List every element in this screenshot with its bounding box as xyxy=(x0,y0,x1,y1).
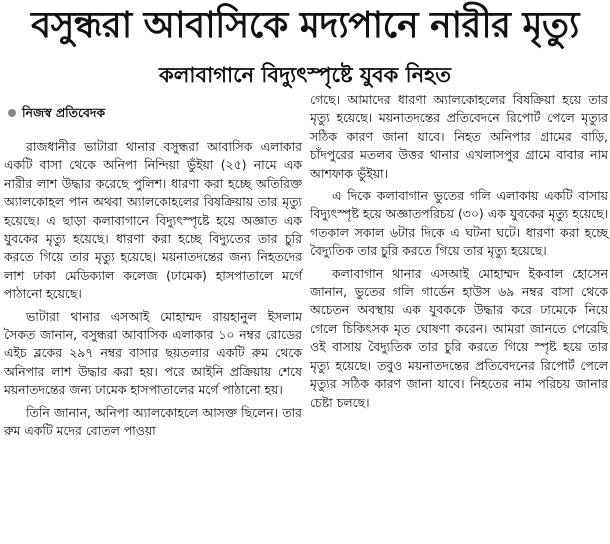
bullet-icon xyxy=(8,109,16,117)
paragraph: কলাবাগান থানার এসআই মোহাম্মদ ইকবাল হোসেন জানান, ভুতের গলি গার্ডেন হাউস ৬৯ নম্বর বাসা থেকে অচেতন অবস্থায় এক যুবককে উদ্ধার করে ঢামেকে নিয়ে গেলে চিকিৎসক মৃত ঘোষণা করেন। আমরা জানতে পেরেছি ওই বাসায় বৈদ্যুতিক তার চুরি করতে গিয়ে স্পৃষ্ট হয়ে তার মৃত্যু হয়েছে। তবুও ময়নাতদন্তের প্রতিবেদনের রিপোর্ট পেলে মৃত্যুর সঠিক কারণ জানা যাবে। নিহতের নাম পরিচয় জানার চেষ্টা চলছে। xyxy=(310,265,608,410)
paragraph: ভাটারা থানার এসআই মোহাম্মদ রায়হানুল ইসলাম সৈকত জানান, বসুন্ধরা আবাসিক এলাকার ১০ নম্বর রোডের এইচ ব্লকের ২৯৭ নম্বর বাসার ছয়তলার একটি রুম থেকে অনিপার লাশ উদ্ধার করা হয়। পরে আইনি প্রক্রিয়ায় শেষে ময়নাতদন্তের জন্য ঢামেক হাসপাতালের মর্গে পাঠানো হয়। xyxy=(4,308,302,398)
paragraph: এ দিকে কলাবাগান ভুতের গলি এলাকায় একটি বাসায় বিদ্যুৎস্পৃষ্ট হয়ে অজ্ঞাতপরিচয় (৩০) এক যুবকের মৃত্যু হয়েছে। গতকাল সকাল ৬টার দিকে এ ঘটনা ঘটে। ধারণা করা হচ্ছে বৈদ্যুতিক তার চুরি করতে গিয়ে তার মৃত্যু হয়েছে। xyxy=(310,188,608,259)
paragraph: রাজধানীর ভাটারা থানার বসুন্ধরা আবাসিক এলাকার একটি বাসা থেকে অনিপা নিন্দিয়া ভুঁইয়া (২৫) নামে এক নারীর লাশ উদ্ধার করেছে পুলিশ। ধারণা করা হচ্ছে অতিরিক্ত অ্যালকোহল পান অথবা অ্যালকোহলের বিষক্রিয়ায় তার মৃত্যু হয়েছে। এ ছাড়া কলাবাগানে বিদ্যুৎস্পৃষ্টে হয়ে অজ্ঞাত এক যুবকের মৃত্যু হয়েছে। ধারণা করা হচ্ছে বিদ্যুতের তার চুরি করতে গিয়ে তার মৃত্যু হয়েছে। ময়নাতদন্তের জন্য নিহতদের লাশ ঢাকা মেডিক্যাল কলেজ (ঢামেক) হাসপাতালে মর্গে পাঠানো হয়েছে। xyxy=(4,139,302,302)
left-column xyxy=(4,100,302,445)
byline xyxy=(4,104,302,122)
subheadline: কলাবাগানে বিদ্যুৎস্পৃষ্টে যুবক নিহত xyxy=(159,63,451,87)
paragraph: তিনি জানান, অনিপা অ্যালকোহলে আসক্ত ছিলেন। তার রুম একটি মদের বোতল পাওয়া xyxy=(4,404,302,439)
right-column xyxy=(310,91,608,416)
byline-text: নিজস্ব প্রতিবেদক xyxy=(22,105,106,120)
paragraph: গেছে। আমাদের ধারণা অ্যালকোহলের বিষক্রিয়া হয়ে তার মৃত্যু হয়েছে। ময়নাতদন্তের প্রতিবেদনে রিপোর্ট পেলে মৃত্যুর সঠিক কারণ জানা যাবে। নিহত অনিপার গ্রামের বাড়ি, চাঁদপুরের মতলব উত্তর থানার এখলাসপুর গ্রামে বাবার নাম আশফাক ভুঁইয়া। xyxy=(310,92,608,181)
headline: বসুন্ধরা আবাসিকে মদ্যপানে নারীর মৃত্যু xyxy=(31,5,579,46)
